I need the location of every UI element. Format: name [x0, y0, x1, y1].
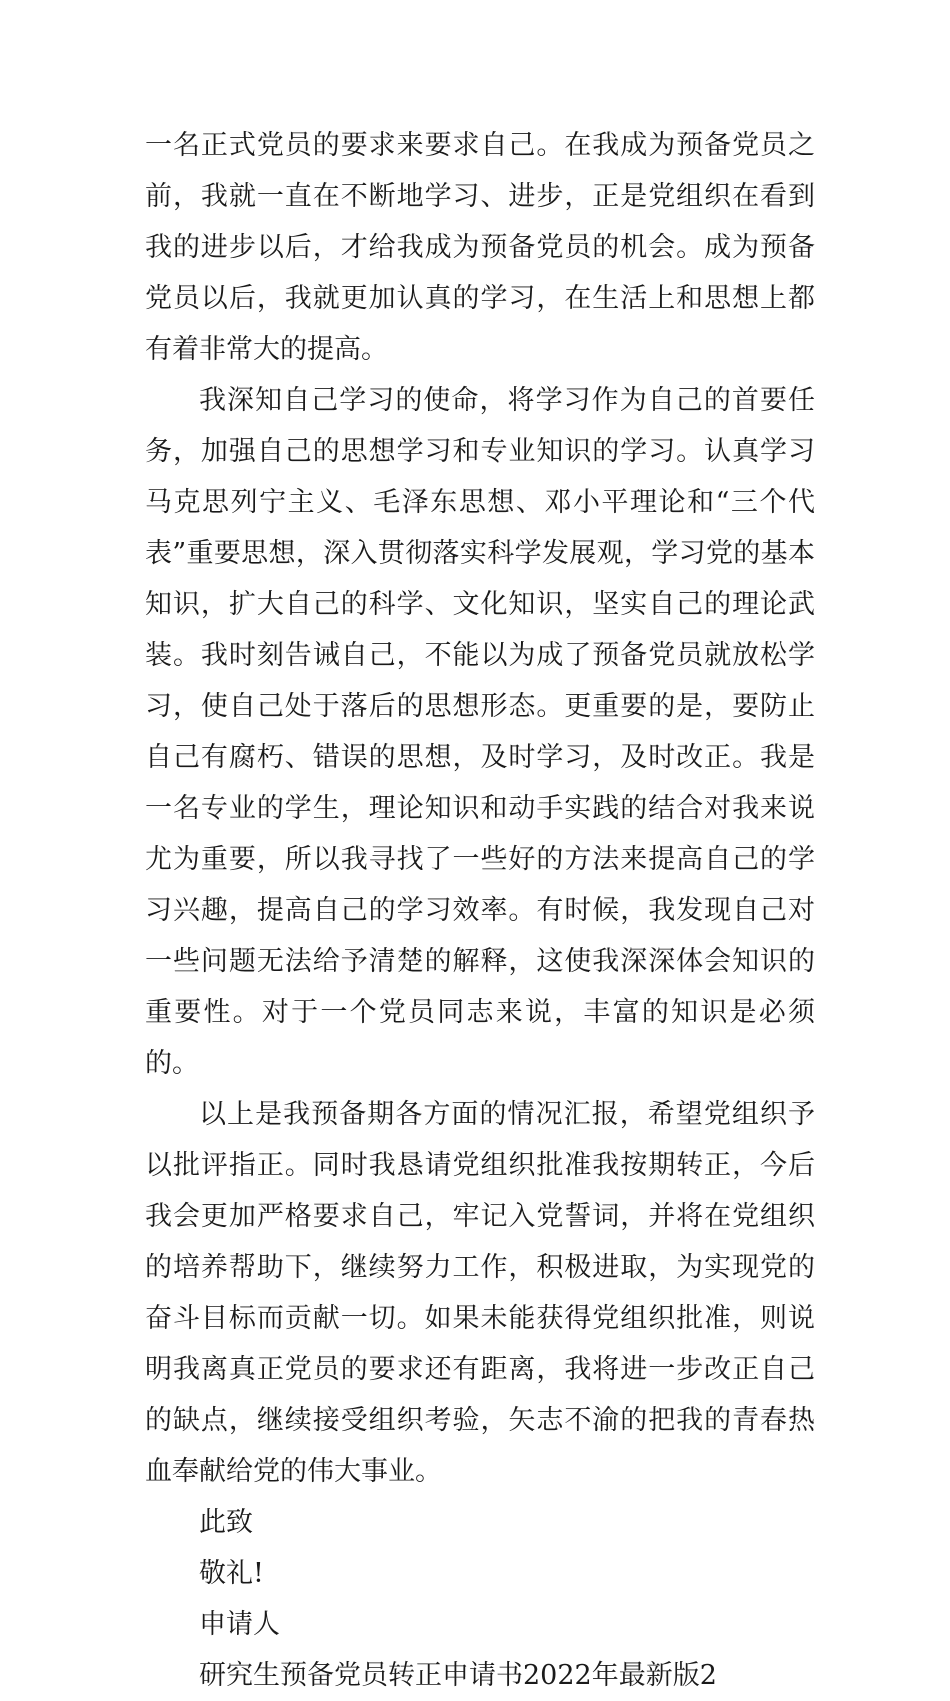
paragraph-conclusion: 以上是我预备期各方面的情况汇报，希望党组织予以批评指正。同时我恳请党组织批准我按期转正，今后我会更加严格要求自己，牢记入党誓词，并将在党组织的培养帮助下，继续努力工作，积极进取，为实现党的奋斗目标而贡献一切。如果未能获得党组织批准，则说明我离真正党员的要求还有距离，我将进一步改正自己的缺点，继续接受组织考验，矢志不渝的把我的青春热血奉献给党的伟大事业。	[145, 1099, 815, 1487]
closing-greeting: 此致	[199, 1507, 253, 1538]
applicant-label: 申请人	[199, 1609, 280, 1640]
next-section-title: 研究生预备党员转正申请书2022年最新版2	[199, 1660, 717, 1691]
paragraph-study: 我深知自己学习的使命，将学习作为自己的首要任务，加强自己的思想学习和专业知识的学习。认真学习马克思列宁主义、毛泽东思想、邓小平理论和“三个代表”重要思想，深入贯彻落实科学发展观，学习党的基本知识，扩大自己的科学、文化知识，坚实自己的理论武装。我时刻告诫自己，不能以为成了预备党员就放松学习，使自己处于落后的思想形态。更重要的是，要防止自己有腐朽、错误的思想，及时学习，及时改正。我是一名专业的学生，理论知识和动手实践的结合对我来说尤为重要，所以我寻找了一些好的方法来提高自己的学习兴趣，提高自己的学习效率。有时候，我发现自己对一些问题无法给予清楚的解释，这使我深深体会知识的重要性。对于一个党员同志来说，丰富的知识是必须的。	[145, 385, 815, 1079]
closing-salute: 敬礼!	[199, 1558, 264, 1589]
paragraph-continuation: 一名正式党员的要求来要求自己。在我成为预备党员之前，我就一直在不断地学习、进步，正是党组织在看到我的进步以后，才给我成为预备党员的机会。成为预备党员以后，我就更加认真的学习，在生活上和思想上都有着非常大的提高。	[145, 130, 815, 365]
document-body	[145, 120, 815, 1701]
